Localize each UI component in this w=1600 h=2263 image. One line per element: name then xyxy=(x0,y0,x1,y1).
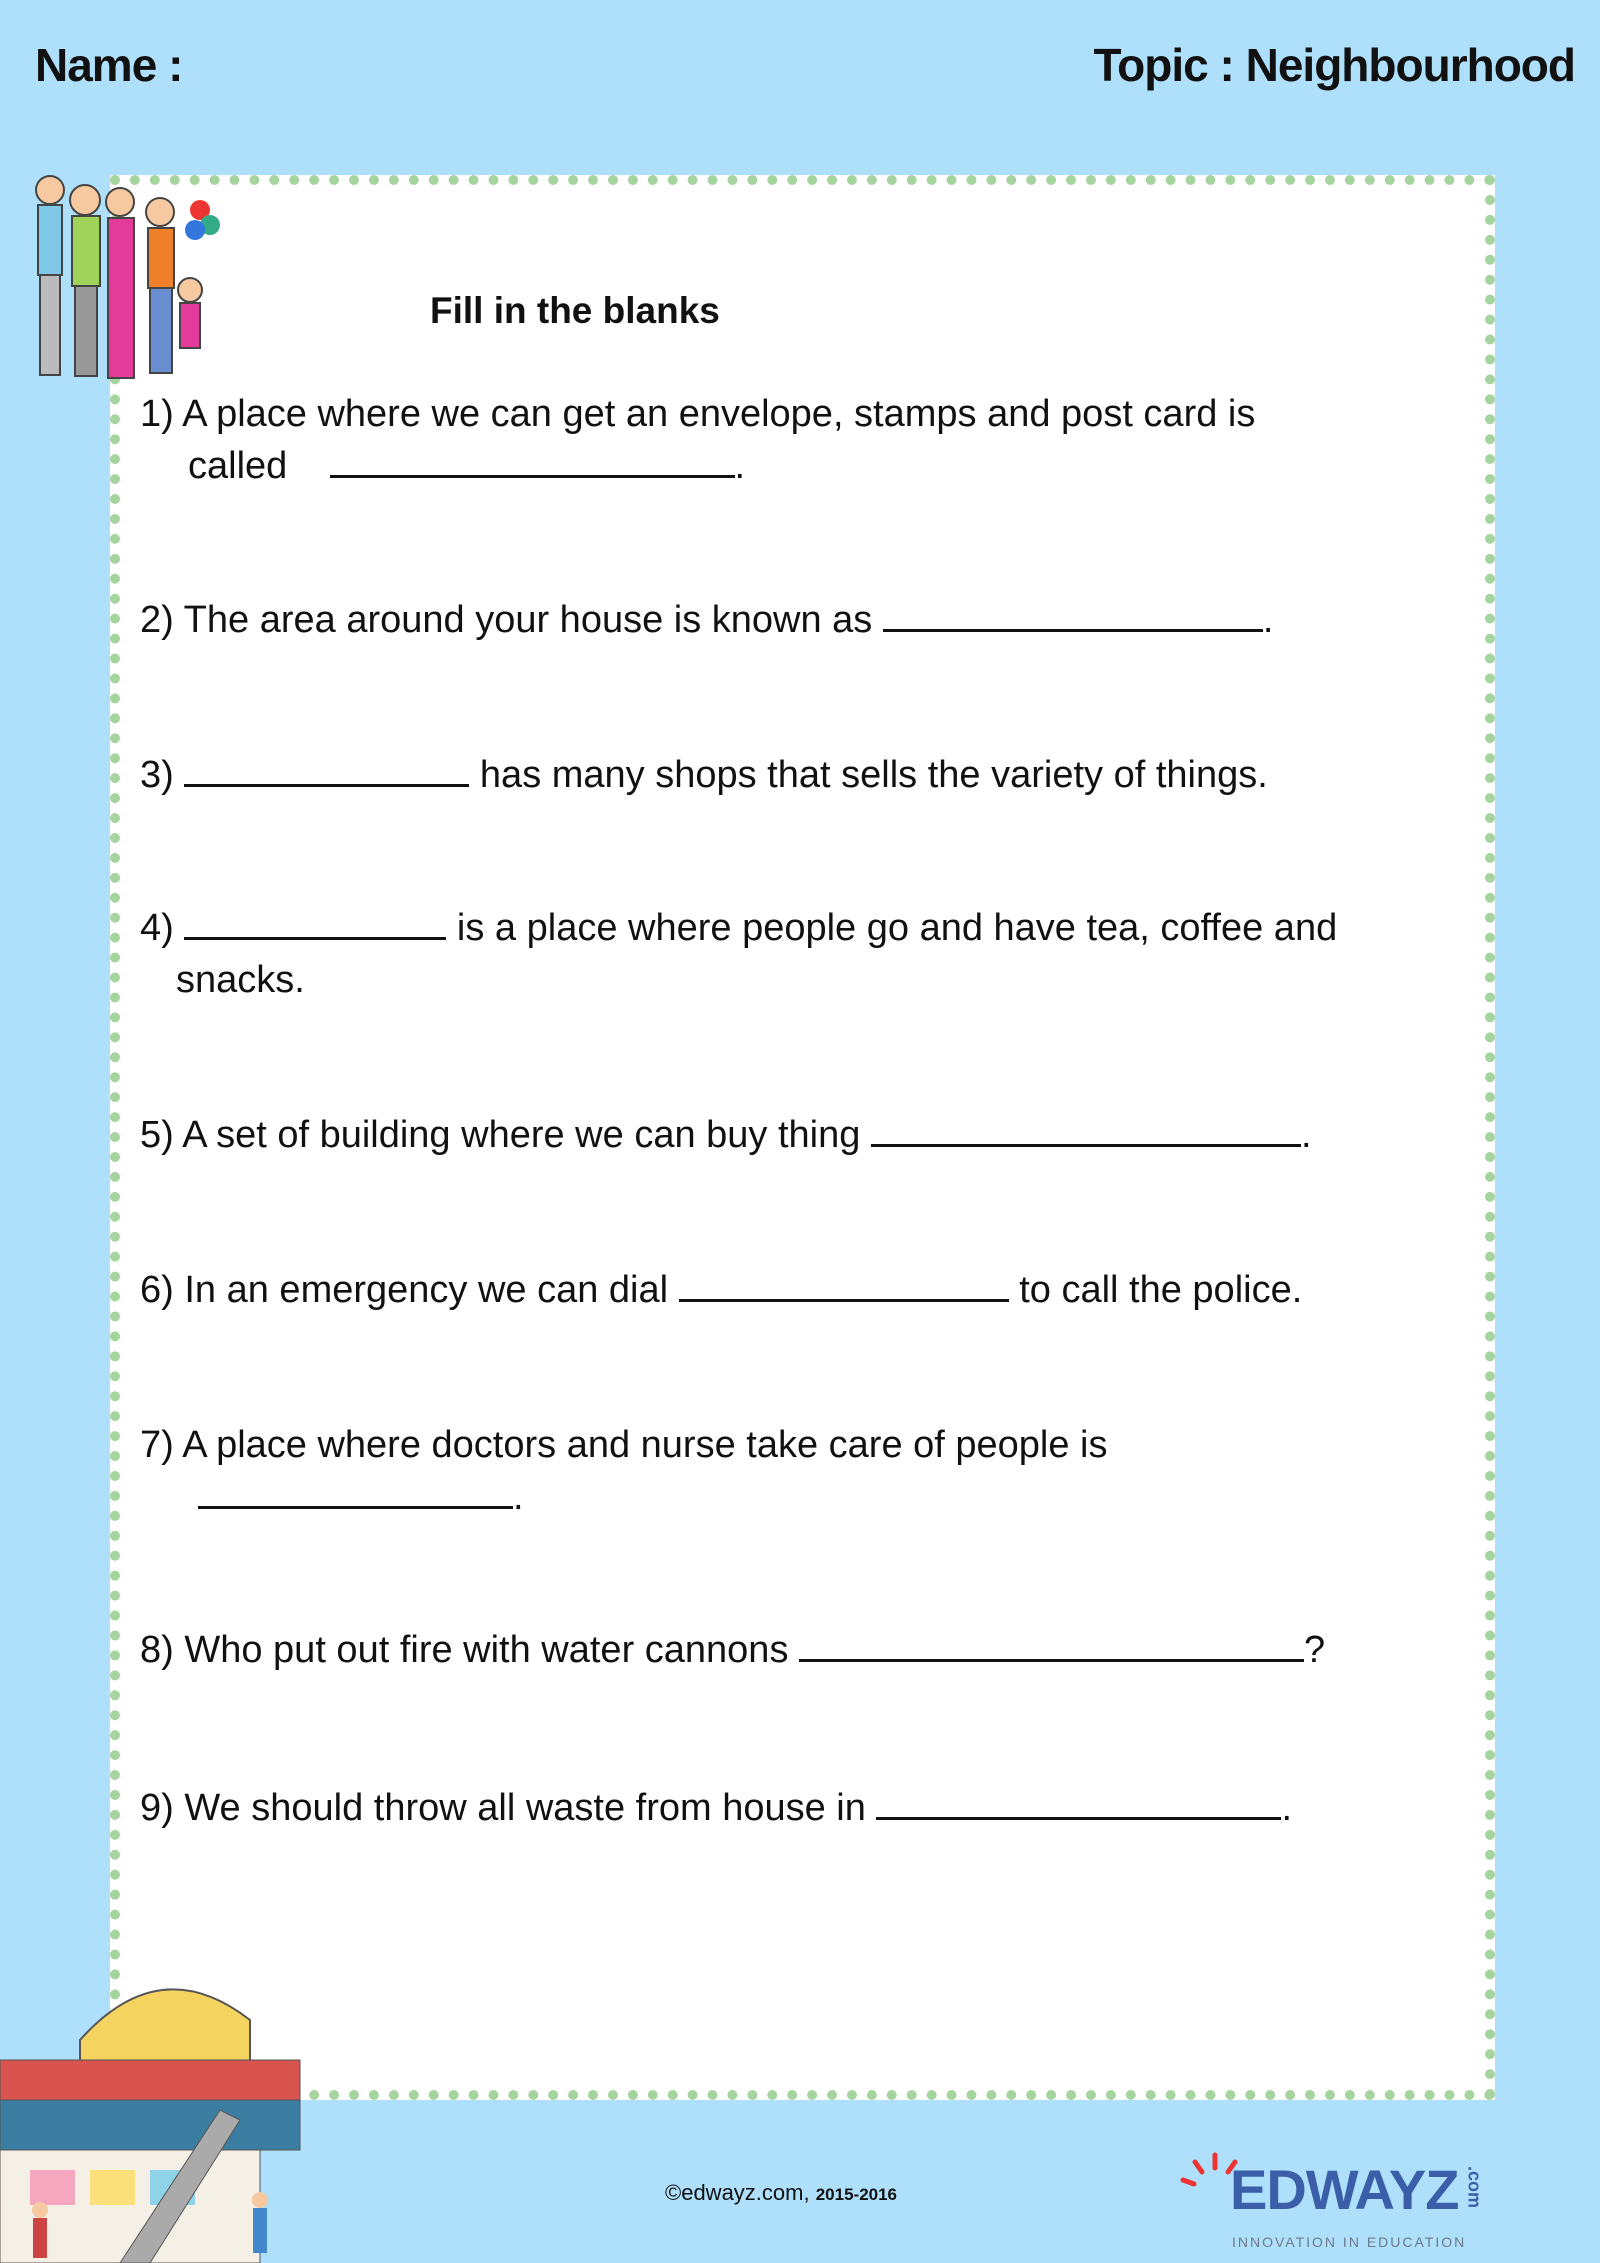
edwayz-logo xyxy=(1180,2150,1500,2260)
question-1: 1) A place where we can get an envelope, stamps and post card is called . xyxy=(140,393,1256,487)
answer-blank[interactable] xyxy=(198,1472,513,1509)
mall-illustration xyxy=(0,1960,320,2263)
question-2: 2) The area around your house is known as . xyxy=(140,594,1273,646)
answer-blank[interactable] xyxy=(184,903,446,940)
logo-tagline: INNOVATION IN EDUCATION xyxy=(1232,2234,1467,2250)
answer-blank[interactable] xyxy=(330,441,735,478)
topic-label: Topic : Neighbourhood xyxy=(1093,39,1575,91)
question-8: 8) Who put out fire with water cannons ? xyxy=(140,1624,1325,1676)
copyright-footer: ©edwayz.com, 2015-2016 xyxy=(665,2180,898,2205)
question-3: 3) has many shops that sells the variety of things. xyxy=(140,749,1268,801)
answer-blank[interactable] xyxy=(876,1783,1281,1820)
logo-brand: EDWAYZ xyxy=(1230,2158,1459,2221)
answer-blank[interactable] xyxy=(799,1625,1304,1662)
family-illustration xyxy=(20,140,220,390)
name-label: Name : xyxy=(35,39,183,91)
question-7: 7) A place where doctors and nurse take care of people is . xyxy=(140,1424,1108,1518)
question-6: 6) In an emergency we can dial to call the police. xyxy=(140,1264,1302,1316)
answer-blank[interactable] xyxy=(679,1265,1009,1302)
answer-blank[interactable] xyxy=(883,595,1263,632)
answer-blank[interactable] xyxy=(184,750,469,787)
worksheet-title: Fill in the blanks xyxy=(430,290,720,331)
answer-blank[interactable] xyxy=(871,1110,1301,1147)
logo-com: .com xyxy=(1464,2166,1485,2209)
logo-brand-row xyxy=(1230,2158,1484,2222)
question-5: 5) A set of building where we can buy thing . xyxy=(140,1109,1312,1161)
question-9: 9) We should throw all waste from house in . xyxy=(140,1782,1292,1834)
question-4: 4) is a place where people go and have tea, coffee and snacks. xyxy=(140,902,1337,1006)
